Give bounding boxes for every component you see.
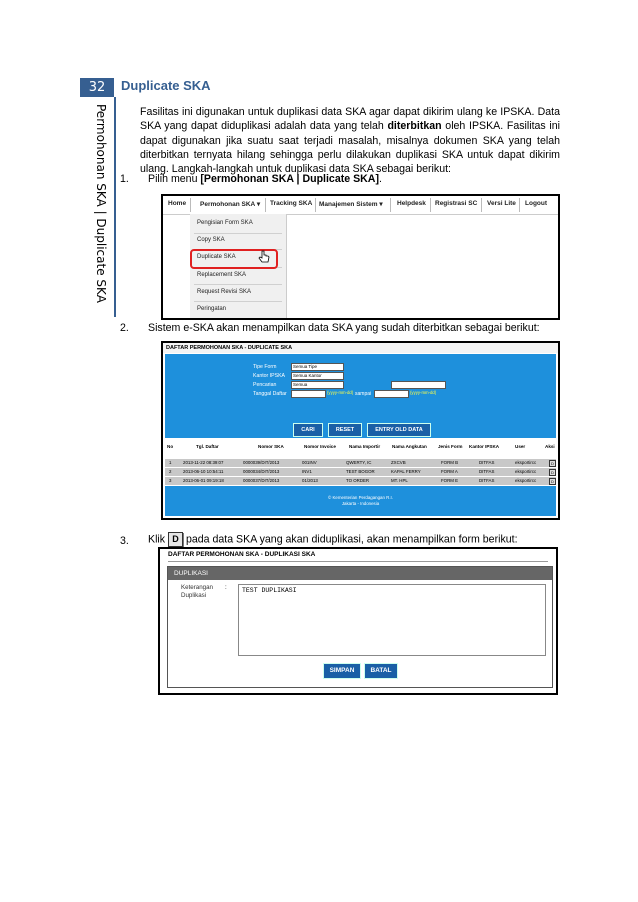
chapter-title: Duplicate SKA <box>121 78 211 93</box>
intro-paragraph: Fasilitas ini digunakan untuk duplikasi data SKA agar dapat dikirim ulang ke IPSKA. Data SKA yang dapat diduplikasi adalah data yang telah diterbitkan oleh IPSKA. Fasilitas ini dapat digunakan jika suatu saat terjadi masalah, misalnya dokumen SKA yang telah diterbitkan ternyata hilang sehingga perlu dilakukan duplikasi SKA untuk dapat dikirim ulang. Langkah-langkah untuk duplikasi data SKA sebagai berikut: <box>140 106 560 176</box>
side-title: Permohonan SKA | Duplicate SKA <box>94 104 108 303</box>
col-kantor-ipska: Kantor IPSKA <box>469 444 500 449</box>
menu-tracking-ska[interactable]: Tracking SKA <box>270 200 313 207</box>
footer-line-2: Jakarta - Indonesia <box>341 501 380 506</box>
panel-header: DUPLIKASI <box>168 567 552 580</box>
form-title: DAFTAR PERMOHONAN SKA - DUPLIKASI SKA <box>168 551 316 558</box>
footer <box>165 486 556 516</box>
side-divider <box>114 97 116 317</box>
label-kantor-ipska: Kantor IPSKA <box>253 373 286 379</box>
search-form <box>165 354 556 438</box>
table-row: 2 2013-06-10 10:54:11 0000034/DIT/2013 INV1 TEST BOGOR KAPAL FERRY FORM A DITFAS eksportircc D <box>165 468 556 477</box>
col-nomor-ska: Nomor SKA <box>258 444 284 449</box>
duplicate-icon[interactable]: D <box>549 469 556 476</box>
date-to-hint: (yyyy-mm-dd) <box>410 390 437 395</box>
col-aksi: Aksi <box>545 444 555 449</box>
dropdown-peringatan[interactable]: Peringatan <box>197 306 227 312</box>
menu-registrasi-sc[interactable]: Registrasi SC <box>435 200 478 207</box>
col-nama-importir: Nama Importir <box>349 444 381 449</box>
label-pencarian: Pencarian <box>253 382 277 388</box>
table-row: 1 2013-11-22 08:39:07 0000039/DIT/2013 001INV QWERTY, IC ZXCVB FORM B DITFAS eksportircc D <box>165 459 556 468</box>
reset-button[interactable]: RESET <box>328 423 362 437</box>
dropdown-request-revisi[interactable]: Request Revisi SKA <box>197 289 252 295</box>
dropdown-copy-ska[interactable]: Copy SKA <box>197 237 225 243</box>
page-number: 32 <box>80 78 114 97</box>
date-from-hint: (yyyy-mm-dd) <box>327 390 354 395</box>
date-to-input[interactable] <box>374 390 409 398</box>
duplicate-icon[interactable]: D <box>549 460 556 467</box>
menu-permohonan-ska[interactable]: Permohonan SKA ▾ <box>200 201 261 208</box>
entry-old-data-button[interactable]: ENTRY OLD DATA <box>367 423 431 437</box>
date-from-input[interactable] <box>291 390 326 398</box>
menu-home[interactable]: Home <box>168 200 187 207</box>
batal-button[interactable]: BATAL <box>364 663 398 679</box>
dropdown-replacement-ska[interactable]: Replacement SKA <box>197 272 247 278</box>
list-screenshot <box>161 341 560 520</box>
hand-cursor-icon <box>258 250 270 264</box>
menu-logout[interactable]: Logout <box>525 200 548 207</box>
duplicate-icon[interactable]: D <box>549 478 556 485</box>
select-kantor[interactable]: Semua Kantor <box>291 372 344 380</box>
menu-screenshot <box>161 194 560 320</box>
keterangan-textarea[interactable]: TEST DUPLIKASI <box>238 584 546 656</box>
label-tanggal-daftar: Tanggal Daftar <box>253 391 287 397</box>
list-title: DAFTAR PERMOHONAN SKA - DUPLICATE SKA <box>163 343 558 353</box>
footer-line-1: © Kementerian Perdagangan R.I. <box>328 495 393 500</box>
keterangan-label: Keterangan Duplikasi <box>181 584 213 599</box>
dropdown-duplicate-ska[interactable]: Duplicate SKA <box>197 254 236 260</box>
menu-helpdesk[interactable]: Helpdesk <box>397 200 426 207</box>
menu-bar <box>163 196 558 215</box>
dropdown-pengisian-form[interactable]: Pengisian Form SKA <box>197 220 253 226</box>
col-jenis-form: Jenis Form <box>438 444 463 449</box>
select-tipe-form[interactable]: Semua Tipe <box>291 363 344 371</box>
label-tipe-form: Tipe Form <box>253 364 277 370</box>
search-text-input[interactable] <box>391 381 446 389</box>
duplikasi-panel <box>167 566 553 688</box>
menu-versi-lite[interactable]: Versi Lite <box>487 200 516 207</box>
date-sep: sampai <box>355 391 372 397</box>
cari-button[interactable]: CARI <box>293 423 323 437</box>
table-row: 3 2013-06-01 09:19:18 0000037/DIT/2013 01/2013 TO ORDER MT. HPL FORM E DITFAS eksportircc D <box>165 477 556 486</box>
col-user: User <box>515 444 526 449</box>
duplicate-icon: D <box>168 532 183 547</box>
duplicate-form-screenshot <box>158 547 558 695</box>
col-tgl-daftar: Tgl. Daftar <box>196 444 219 449</box>
menu-manajemen-sistem[interactable]: Manajemen Sistem ▾ <box>319 201 383 208</box>
col-nama-angkutan: Nama Angkutan <box>392 444 427 449</box>
col-no: No <box>167 444 174 449</box>
select-pencarian[interactable]: Semua <box>291 381 344 389</box>
label-colon: : <box>225 584 227 591</box>
simpan-button[interactable]: SIMPAN <box>323 663 361 679</box>
col-nomor-invoice: Nomor Invoice <box>304 444 336 449</box>
